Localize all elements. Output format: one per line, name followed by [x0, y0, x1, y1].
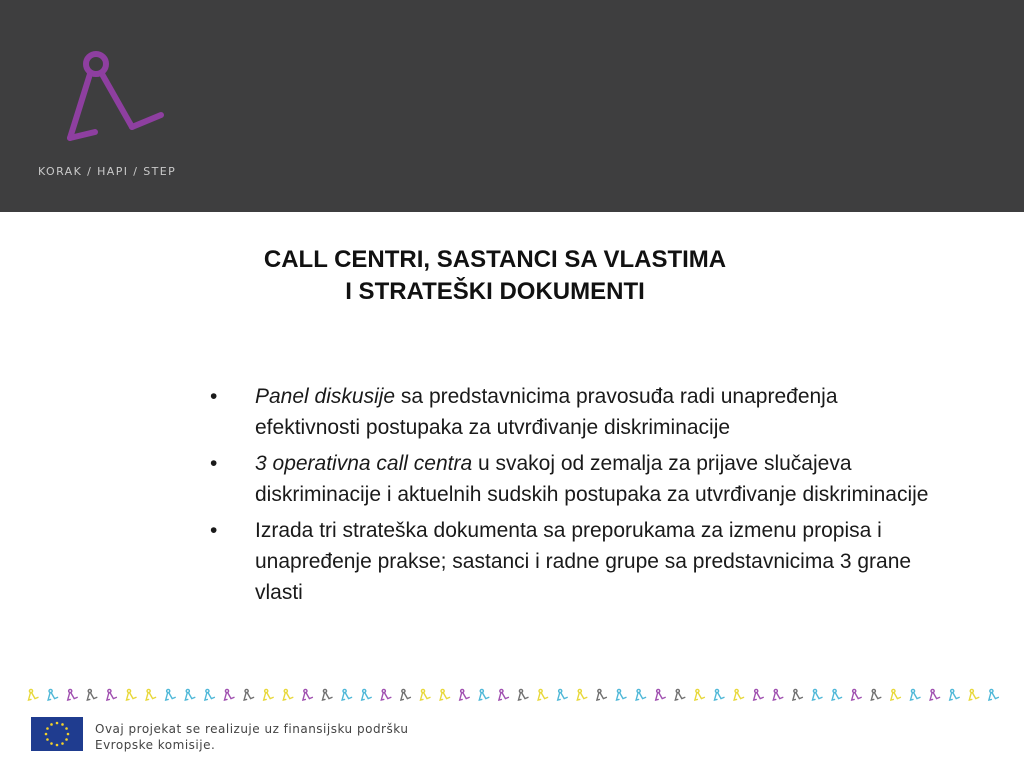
step-figure-icon: [950, 689, 960, 700]
step-figure-icon: [832, 689, 842, 700]
eu-star-icon: [61, 742, 64, 745]
step-figure-icon: [68, 689, 78, 700]
step-figure-icon: [421, 689, 431, 700]
bullet-text: sa predstavnicima pravosuđa radi unapređenja efektivnosti postupaka za utvrđivanje diskriminacije: [255, 385, 838, 439]
step-figure-icon: [969, 689, 979, 700]
eu-star-icon: [65, 727, 68, 730]
eu-star-icon: [65, 738, 68, 741]
step-figure-icon: [342, 689, 352, 700]
step-figure-icon: [989, 689, 999, 700]
step-figure-icon: [29, 689, 39, 700]
bullet-dot: •: [210, 452, 218, 475]
step-figure-icon: [381, 689, 391, 700]
step-figure-icon: [911, 689, 921, 700]
step-figure-icon: [793, 689, 803, 700]
step-figure-icon: [519, 689, 529, 700]
step-figure-icon: [891, 689, 901, 700]
step-figure-icon: [185, 689, 195, 700]
step-figure-icon: [323, 689, 333, 700]
step-figure-icon: [617, 689, 627, 700]
eu-star-icon: [56, 744, 59, 747]
bullet-list: [210, 381, 930, 613]
step-figure-icon: [852, 689, 862, 700]
step-figure-icon: [695, 689, 705, 700]
step-figure-icon: [264, 689, 274, 700]
step-figure-icon: [87, 689, 97, 700]
step-figure-icon: [734, 689, 744, 700]
eu-star-icon: [46, 738, 49, 741]
bullet-italic-lead: 3 operativna call centra: [255, 452, 473, 475]
bullet-text: u svakoj od zemalja za prijave slučajeva diskriminacije i aktuelnih sudskih postupaka za utvrđivanje diskriminacije: [255, 452, 929, 506]
bullet-item: [210, 515, 930, 608]
step-figure-icon: [715, 689, 725, 700]
bullet-item: [210, 448, 930, 510]
step-figure-icon: [440, 689, 450, 700]
step-figure-icon: [871, 689, 881, 700]
eu-star-icon: [67, 733, 70, 736]
slide-title: [200, 244, 790, 308]
title-line-1: CALL CENTRI, SASTANCI SA VLASTIMA: [263, 246, 727, 273]
step-figure-icon: [558, 689, 568, 700]
step-figure-icon: [401, 689, 411, 700]
title-line-2: I STRATEŠKI DOKUMENTI: [345, 278, 645, 305]
step-figure-icon: [303, 689, 313, 700]
eu-star-icon: [46, 727, 49, 730]
eu-flag-icon: [31, 717, 83, 751]
step-figure-icon: [205, 689, 215, 700]
bullet-text: Izrada tri strateška dokumenta sa preporukama za izmenu propisa i unapređenje prakse; sastanci i radne grupe sa predstavnicima 3 grane vlasti: [255, 519, 912, 604]
step-figure-icon: [146, 689, 156, 700]
step-logo-icon: [50, 44, 180, 154]
eu-star-icon: [56, 722, 59, 725]
step-figure-icon: [930, 689, 940, 700]
step-figure-icon: [283, 689, 293, 700]
funding-line-2: Evropske komisije.: [95, 738, 216, 752]
step-figure-icon: [166, 689, 176, 700]
step-figure-icon: [597, 689, 607, 700]
step-figure-icon: [127, 689, 137, 700]
step-figure-icon: [244, 689, 254, 700]
step-figure-icon: [48, 689, 58, 700]
step-figure-icon: [773, 689, 783, 700]
funding-line-1: Ovaj projekat se realizuje uz finansijsku podršku: [95, 722, 409, 736]
eu-star-icon: [61, 723, 64, 726]
step-figure-icon: [460, 689, 470, 700]
bullet-italic-lead: Panel diskusije: [255, 385, 396, 408]
step-figure-icon: [656, 689, 666, 700]
step-figure-icon: [813, 689, 823, 700]
step-figure-ribbon: [26, 686, 1016, 706]
step-figure-icon: [636, 689, 646, 700]
step-figure-icon: [479, 689, 489, 700]
step-figure-icon: [754, 689, 764, 700]
step-figure-icon: [675, 689, 685, 700]
funding-notice: [95, 721, 408, 753]
bullet-dot: •: [210, 385, 218, 408]
bullet-item: [210, 381, 930, 443]
eu-star-icon: [50, 742, 53, 745]
step-figure-icon: [362, 689, 372, 700]
step-figure-icon: [538, 689, 548, 700]
logo-text: KORAK / HAPI / STEP: [38, 165, 177, 178]
step-figure-icon: [577, 689, 587, 700]
step-figure-icon: [225, 689, 235, 700]
step-figure-icon: [107, 689, 117, 700]
eu-star-icon: [45, 733, 48, 736]
bullet-dot: •: [210, 519, 218, 542]
eu-star-icon: [50, 723, 53, 726]
header-band: [0, 0, 1024, 212]
step-figure-icon: [499, 689, 509, 700]
